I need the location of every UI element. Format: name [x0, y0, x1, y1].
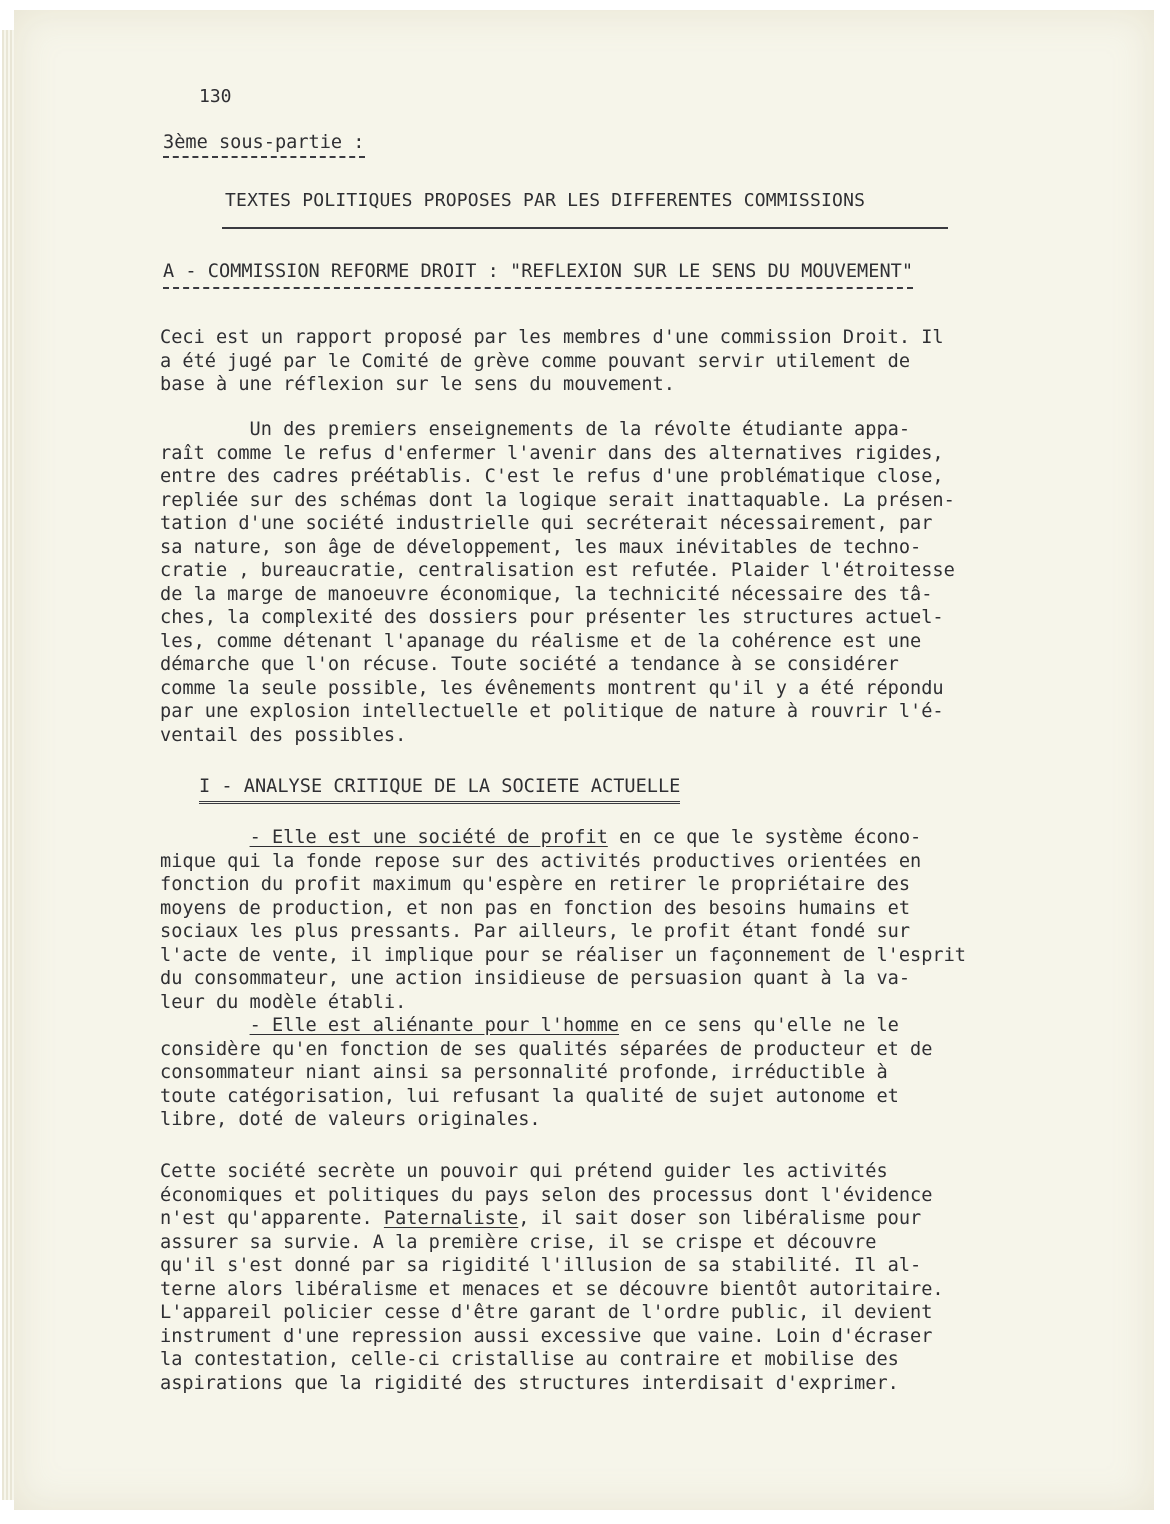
pouvoir-text-b: , il sait doser son libéralisme pour assurer sa survie. A la première crise, il se crispe et découvre qu'il s'est donné par sa rigidité l'illusion de sa stabilité. Il al- terne alors libéralisme et menaces et se découvre bientôt autoritaire. L'appareil policier cesse d'être garant de l'ordre public, il devient instrument d'une repression aussi excessive que vaine. Loin d'écraser la contestation, celle-ci cristallise au contraire et mobilise des aspirations que la rigidité des structures interdisait d'exprimer. — [160, 1208, 944, 1394]
subpart-label: 3ème sous-partie : — [163, 132, 365, 158]
intro-paragraph: Ceci est un rapport proposé par les membres d'une commission Droit. Il a été jugé par le Comité de grève comme pouvant servir utilement de base à une réflexion sur le sens du mouvement. — [160, 327, 944, 395]
paragraph-critique — [160, 826, 966, 1132]
paternaliste-word: Paternaliste — [383, 1208, 519, 1229]
indent-1 — [160, 827, 250, 848]
section-i-label: I - ANALYSE CRITIQUE DE LA SOCIETE ACTUELLE — [199, 776, 680, 804]
subpart-heading — [163, 132, 365, 153]
title-rule — [222, 227, 948, 229]
main-title: TEXTES POLITIQUES PROPOSES PAR LES DIFFERENTES COMMISSIONS — [225, 190, 866, 211]
profit-lead: - Elle est une société de profit — [249, 827, 608, 848]
page-number: 130 — [199, 86, 232, 107]
paragraph-pouvoir — [160, 1160, 944, 1395]
pouvoir-text-a: Cette société secrète un pouvoir qui prétend guider les activités économiques et politiques du pays selon des processus dont l'évidence n'est qu'apparente. — [160, 1161, 933, 1229]
section-a-label: A - COMMISSION REFORME DROIT : "REFLEXION SUR LE SENS DU MOUVEMENT" — [163, 261, 913, 289]
alienante-lead: - Elle est aliénante pour l'homme — [249, 1015, 619, 1036]
profit-text: en ce que le système écono- mique qui la fonde repose sur des activités productives orientées en fonction du profit maximum qu'espère en retirer le propriétaire des moyens de production, et non pas en fonction des besoins humains et sociaux les plus pressants. Par ailleurs, le profit étant fondé sur l'acte de vente, il implique pour se réaliser un façonnement de l'esprit du consommateur, une action insidieuse de persuasion quant à la va- leur du modèle établi. — [160, 827, 966, 1013]
alienante-text: en ce sens qu'elle ne le considère qu'en fonction de ses qualités séparées de producteur et de consommateur niant ainsi sa personnalité profonde, irréductible à toute catégorisation, lui refusant la qualité de sujet autonome et libre, doté de valeurs originales. — [160, 1015, 933, 1130]
indent-2 — [160, 1015, 250, 1036]
section-a-heading — [163, 261, 913, 282]
section-i-heading — [199, 776, 680, 797]
paragraph-revolte: Un des premiers enseignements de la révolte étudiante appa- raît comme le refus d'enfermer l'avenir dans des alternatives rigides, entre des cadres préétablis. C'est le refus d'une problématique close, repliée sur des schémas dont la logique serait inattaquable. La présen- tation d'une société industrielle qui secréterait nécessairement, par sa nature, son âge de développement, les maux inévitables de techno- cratie , bureaucratie, centralisation est refutée. Plaider l'étroitesse de la marge de manoeuvre économique, la technicité nécessaire des tâ- ches, la complexité des dossiers pour présenter les structures actuel- les, comme détenant l'apanage du réalisme et de la cohérence est une démarche que l'on récuse. Toute société a tendance à se considérer comme la seule possible, les évênements montrent qu'il y a été répondu par une explosion intellectuelle et politique de nature à rouvrir l'é- ventail des possibles. — [160, 419, 955, 746]
